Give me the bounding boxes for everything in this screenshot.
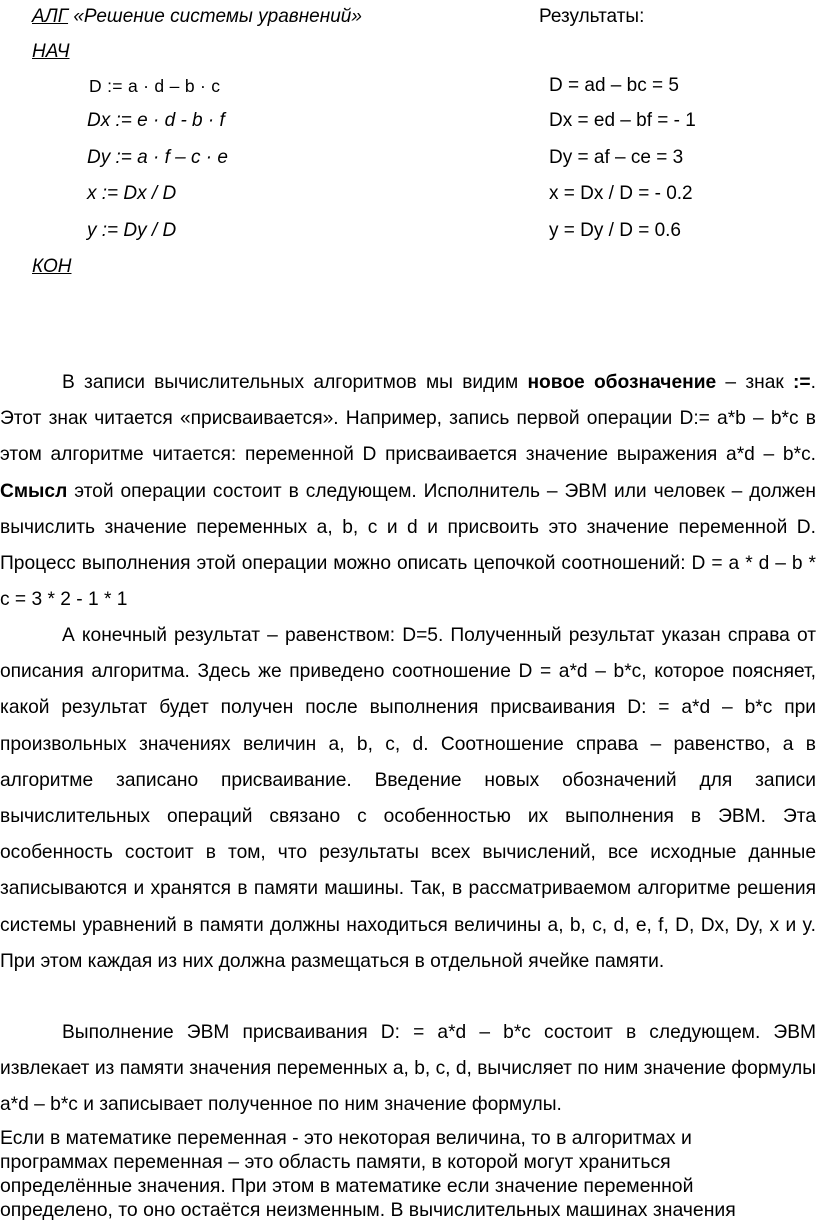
paragraph-assignment-sign — [0, 365, 816, 618]
text-run: . Этот знак читается «присваивается». Например, запись первой операции D:= a*b – b*c в этом алгоритме читается: переменной D присваивается значение выражения a*d – b*c. — [0, 372, 816, 466]
paragraph-execution: Выполнение ЭВМ присваивания D: = a*d – b*c состоит в следующем. ЭВМ извлекает из памяти значения переменных a, b, c, d, вычисляет по ним значение формулы a*d – b*c и записывает полученное по ним значение формулы. — [0, 1022, 816, 1116]
text-run: В записи вычислительных алгоритмов мы видим — [62, 372, 528, 393]
result-line: y = Dy / D = 0.6 — [549, 220, 681, 241]
algorithm-line: D := a · d – b · c — [89, 76, 221, 96]
algorithm-header-keyword: АЛГ — [32, 6, 69, 27]
algorithm-name: «Решение системы уравнений» — [73, 6, 362, 27]
bold-term: новое обозначение — [527, 372, 717, 393]
algorithm-end-keyword: КОН — [32, 256, 72, 277]
result-line: x = Dx / D = - 0.2 — [549, 183, 693, 204]
algorithm-line: Dy := a · f – c · e — [87, 147, 228, 168]
algorithm-line: Dx := e · d - b · f — [87, 110, 225, 131]
bold-term: Смысл — [0, 480, 68, 502]
result-line: Dy = af – ce = 3 — [549, 147, 684, 168]
text-run: этой операции состоит в следующем. Исполнитель – ЭВМ или человек – должен вычислить значение переменных a, b, c и d и присвоить это значение переменной D. Процесс выполнения этой операции можно описать цепочкой соотношений: D = a * d – b * c = 3 * 2 - 1 * 1 — [0, 480, 816, 611]
algorithm-line: y := Dy / D — [87, 220, 177, 241]
result-line: D = ad – bc = 5 — [549, 75, 679, 96]
algorithm-begin-keyword: НАЧ — [32, 41, 70, 62]
paragraph-result: А конечный результат – равенством: D=5. Полученный результат указан справа от описания алгоритма. Здесь же приведено соотношение D = a*d – b*c, которое поясняет, какой результат будет получен после выполнения присваивания D: = a*d – b*c при произвольных значениях величин a, b, c, d. Соотношение справа – равенство, а в алгоритме записано присваивание. Введение новых обозначений для записи вычислительных операций связано с особенностью их выполнения в ЭВМ. Эта особенность состоит в том, что результаты всех вычислений, все исходные данные записываются и хранятся в памяти машины. Так, в рассматриваемом алгоритме решения системы уравнений в памяти должны находиться величины a, b, c, d, e, f, D, Dx, Dy, x и y. При этом каждая из них должна размещаться в отдельной ячейке памяти. — [0, 625, 816, 972]
algorithm-line: x := Dx / D — [87, 183, 177, 204]
results-title: Результаты: — [539, 6, 645, 27]
algorithm-block — [0, 0, 816, 300]
bold-term: := — [793, 372, 811, 393]
text-run: – знак — [716, 372, 794, 393]
algorithm-title — [32, 5, 362, 29]
result-line: Dx = ed – bf = - 1 — [549, 110, 696, 131]
paragraph-variable: Если в математике переменная - это некоторая величина, то в алгоритмах и программах переменная – это область памяти, в которой могут храниться определённые значения. При этом в математике если значение переменной определено, то оно остаётся неизменным. В вычислительных машинах значения — [0, 1127, 736, 1221]
